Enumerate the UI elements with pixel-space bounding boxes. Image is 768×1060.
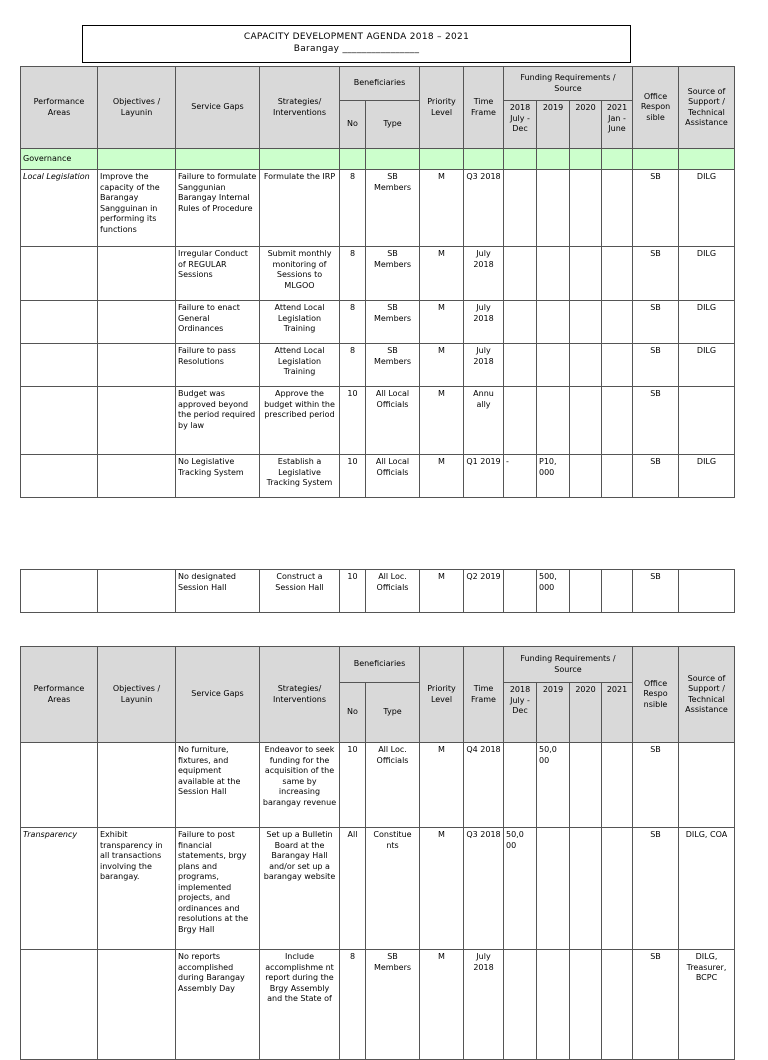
- service-gap-cell: Failure to formulate Sanggunian Barangay Internal Rules of Procedure: [176, 170, 260, 247]
- funding-2020-cell: [570, 170, 602, 247]
- funding-2020-cell: [570, 247, 602, 301]
- header-service-gaps: Service Gaps: [176, 647, 260, 743]
- header-office: Office Respo nsible: [633, 647, 679, 743]
- header-source: Source of Support / Technical Assistance: [679, 647, 735, 743]
- table-row: [21, 950, 735, 1060]
- header-strategies: Strategies/ Interventions: [260, 647, 340, 743]
- funding-2020-cell: [570, 570, 602, 613]
- funding-2018-cell: [504, 344, 537, 387]
- funding-2021-cell: [602, 170, 633, 247]
- funding-2021-cell: [602, 828, 633, 950]
- funding-2019-cell: [537, 387, 570, 455]
- beneficiary-type-cell: All Local Officials: [366, 455, 420, 498]
- time-frame-cell: July 2018: [464, 344, 504, 387]
- support-source-cell: DILG: [679, 247, 735, 301]
- beneficiary-no-cell: 8: [340, 950, 366, 1060]
- header-performance-areas: Performance Areas: [21, 67, 98, 149]
- funding-2019-cell: 50,0 00: [537, 743, 570, 828]
- beneficiary-no-cell: 8: [340, 344, 366, 387]
- beneficiary-type-cell: SB Members: [366, 247, 420, 301]
- office-responsible-cell: SB: [633, 828, 679, 950]
- funding-2018-cell: [504, 387, 537, 455]
- strategy-cell: Include accomplishme nt report during the Brgy Assembly and the State of: [260, 950, 340, 1060]
- objective-cell: Exhibit transparency in all transactions involving the barangay.: [98, 828, 176, 950]
- beneficiary-type-cell: SB Members: [366, 170, 420, 247]
- support-source-cell: [679, 570, 735, 613]
- funding-2018-cell: [504, 950, 537, 1060]
- office-responsible-cell: SB: [633, 950, 679, 1060]
- funding-2018-cell: [504, 570, 537, 613]
- strategy-cell: Establish a Legislative Tracking System: [260, 455, 340, 498]
- performance-area-cell: [21, 247, 98, 301]
- header-no: No: [340, 683, 366, 743]
- beneficiary-no-cell: 10: [340, 387, 366, 455]
- office-responsible-cell: SB: [633, 170, 679, 247]
- header-no: No: [340, 101, 366, 149]
- funding-2019-cell: [537, 344, 570, 387]
- funding-2019-cell: [537, 301, 570, 344]
- header-type: Type: [366, 101, 420, 149]
- service-gap-cell: Failure to enact General Ordinances: [176, 301, 260, 344]
- header-time-frame: Time Frame: [464, 67, 504, 149]
- funding-2021-cell: [602, 743, 633, 828]
- header-2018: 2018 July - Dec: [504, 101, 537, 149]
- time-frame-cell: Q3 2018: [464, 170, 504, 247]
- priority-cell: M: [420, 344, 464, 387]
- header-beneficiaries: Beneficiaries: [340, 647, 420, 683]
- funding-2019-cell: [537, 950, 570, 1060]
- priority-cell: M: [420, 387, 464, 455]
- agenda-table-3: [20, 646, 735, 1060]
- performance-area-cell: [21, 950, 98, 1060]
- office-responsible-cell: SB: [633, 570, 679, 613]
- time-frame-cell: Annu ally: [464, 387, 504, 455]
- header-time-frame: Time Frame: [464, 647, 504, 743]
- header-2019: 2019: [537, 101, 570, 149]
- header-2018: 2018 July - Dec: [504, 683, 537, 743]
- time-frame-cell: Q2 2019: [464, 570, 504, 613]
- funding-2020-cell: [570, 743, 602, 828]
- table-row: [21, 387, 735, 455]
- agenda-table-1: [20, 66, 735, 498]
- governance-row: [21, 149, 735, 170]
- header-funding: Funding Requirements / Source: [504, 67, 633, 101]
- header-2019: 2019: [537, 683, 570, 743]
- funding-2018-cell: [504, 743, 537, 828]
- funding-2018-cell: [504, 170, 537, 247]
- funding-2021-cell: [602, 570, 633, 613]
- performance-area-cell: [21, 570, 98, 613]
- funding-2018-cell: [504, 247, 537, 301]
- service-gap-cell: Failure to pass Resolutions: [176, 344, 260, 387]
- service-gap-cell: Budget was approved beyond the period required by law: [176, 387, 260, 455]
- service-gap-cell: Irregular Conduct of REGULAR Sessions: [176, 247, 260, 301]
- funding-2019-cell: [537, 247, 570, 301]
- office-responsible-cell: SB: [633, 387, 679, 455]
- agenda-table-2: [20, 569, 735, 613]
- funding-2019-cell: [537, 170, 570, 247]
- service-gap-cell: No Legislative Tracking System: [176, 455, 260, 498]
- office-responsible-cell: SB: [633, 301, 679, 344]
- objective-cell: Improve the capacity of the Barangay Sangguinan in performing its functions: [98, 170, 176, 247]
- priority-cell: M: [420, 950, 464, 1060]
- performance-area-cell: [21, 301, 98, 344]
- support-source-cell: DILG: [679, 344, 735, 387]
- governance-label: Governance: [21, 149, 98, 170]
- office-responsible-cell: SB: [633, 247, 679, 301]
- performance-area-cell: Local Legislation: [21, 170, 98, 247]
- objective-cell: [98, 743, 176, 828]
- time-frame-cell: Q4 2018: [464, 743, 504, 828]
- service-gap-cell: No reports accomplished during Barangay Assembly Day: [176, 950, 260, 1060]
- beneficiary-no-cell: All: [340, 828, 366, 950]
- strategy-cell: Attend Local Legislation Training: [260, 301, 340, 344]
- beneficiary-type-cell: SB Members: [366, 950, 420, 1060]
- beneficiary-no-cell: 10: [340, 455, 366, 498]
- funding-2020-cell: [570, 344, 602, 387]
- header-service-gaps: Service Gaps: [176, 67, 260, 149]
- objective-cell: [98, 455, 176, 498]
- header-funding: Funding Requirements / Source: [504, 647, 633, 683]
- objective-cell: [98, 344, 176, 387]
- document-title-box: [82, 25, 631, 63]
- office-responsible-cell: SB: [633, 455, 679, 498]
- funding-2021-cell: [602, 344, 633, 387]
- funding-2021-cell: [602, 247, 633, 301]
- header-priority-level: Priority Level: [420, 647, 464, 743]
- funding-2020-cell: [570, 301, 602, 344]
- header-strategies: Strategies/ Interventions: [260, 67, 340, 149]
- priority-cell: M: [420, 828, 464, 950]
- header-2021: 2021 Jan - June: [602, 101, 633, 149]
- strategy-cell: Set up a Bulletin Board at the Barangay Hall and/or set up a barangay website: [260, 828, 340, 950]
- header-type: Type: [366, 683, 420, 743]
- beneficiary-type-cell: All Loc. Officials: [366, 570, 420, 613]
- beneficiary-no-cell: 10: [340, 743, 366, 828]
- funding-2020-cell: [570, 828, 602, 950]
- priority-cell: M: [420, 570, 464, 613]
- priority-cell: M: [420, 247, 464, 301]
- table-row: [21, 301, 735, 344]
- objective-cell: [98, 950, 176, 1060]
- strategy-cell: Submit monthly monitoring of Sessions to MLGOO: [260, 247, 340, 301]
- beneficiary-no-cell: 8: [340, 170, 366, 247]
- support-source-cell: DILG: [679, 301, 735, 344]
- time-frame-cell: Q1 2019: [464, 455, 504, 498]
- beneficiary-type-cell: All Loc. Officials: [366, 743, 420, 828]
- funding-2018-cell: -: [504, 455, 537, 498]
- table-row: [21, 570, 735, 613]
- header-2020: 2020: [570, 101, 602, 149]
- header-priority-level: Priority Level: [420, 67, 464, 149]
- beneficiary-type-cell: All Local Officials: [366, 387, 420, 455]
- support-source-cell: DILG: [679, 455, 735, 498]
- header-2020: 2020: [570, 683, 602, 743]
- table-row: [21, 828, 735, 950]
- time-frame-cell: Q3 2018: [464, 828, 504, 950]
- header-source: Source of Support / Technical Assistance: [679, 67, 735, 149]
- beneficiary-no-cell: 8: [340, 247, 366, 301]
- header-beneficiaries: Beneficiaries: [340, 67, 420, 101]
- document-title: CAPACITY DEVELOPMENT AGENDA 2018 – 2021: [243, 32, 470, 42]
- support-source-cell: [679, 743, 735, 828]
- beneficiary-type-cell: SB Members: [366, 301, 420, 344]
- performance-area-cell: Transparency: [21, 828, 98, 950]
- office-responsible-cell: SB: [633, 743, 679, 828]
- office-responsible-cell: SB: [633, 344, 679, 387]
- funding-2021-cell: [602, 455, 633, 498]
- funding-2019-cell: P10, 000: [537, 455, 570, 498]
- beneficiary-type-cell: SB Members: [366, 344, 420, 387]
- service-gap-cell: No furniture, fixtures, and equipment available at the Session Hall: [176, 743, 260, 828]
- funding-2019-cell: [537, 828, 570, 950]
- table-row: [21, 170, 735, 247]
- funding-2020-cell: [570, 455, 602, 498]
- objective-cell: [98, 387, 176, 455]
- objective-cell: [98, 247, 176, 301]
- support-source-cell: [679, 387, 735, 455]
- objective-cell: [98, 570, 176, 613]
- table-row: [21, 455, 735, 498]
- table-row: [21, 247, 735, 301]
- funding-2020-cell: [570, 950, 602, 1060]
- performance-area-cell: [21, 387, 98, 455]
- beneficiary-no-cell: 10: [340, 570, 366, 613]
- time-frame-cell: July 2018: [464, 247, 504, 301]
- support-source-cell: DILG, COA: [679, 828, 735, 950]
- performance-area-cell: [21, 344, 98, 387]
- performance-area-cell: [21, 455, 98, 498]
- barangay-line: Barangay ________________: [293, 44, 420, 54]
- strategy-cell: Construct a Session Hall: [260, 570, 340, 613]
- strategy-cell: Attend Local Legislation Training: [260, 344, 340, 387]
- priority-cell: M: [420, 743, 464, 828]
- funding-2020-cell: [570, 387, 602, 455]
- funding-2021-cell: [602, 301, 633, 344]
- funding-2018-cell: 50,0 00: [504, 828, 537, 950]
- strategy-cell: Formulate the IRP: [260, 170, 340, 247]
- header-objectives: Objectives / Layunin: [98, 67, 176, 149]
- table-row: [21, 344, 735, 387]
- time-frame-cell: July 2018: [464, 301, 504, 344]
- priority-cell: M: [420, 301, 464, 344]
- header-performance-areas: Performance Areas: [21, 647, 98, 743]
- priority-cell: M: [420, 170, 464, 247]
- header-office: Office Respon sible: [633, 67, 679, 149]
- funding-2021-cell: [602, 387, 633, 455]
- beneficiary-type-cell: Constitue nts: [366, 828, 420, 950]
- funding-2021-cell: [602, 950, 633, 1060]
- table-row: [21, 743, 735, 828]
- time-frame-cell: July 2018: [464, 950, 504, 1060]
- header-objectives: Objectives / Layunin: [98, 647, 176, 743]
- service-gap-cell: No designated Session Hall: [176, 570, 260, 613]
- support-source-cell: DILG, Treasurer, BCPC: [679, 950, 735, 1060]
- objective-cell: [98, 301, 176, 344]
- service-gap-cell: Failure to post financial statements, brgy plans and programs, implemented projects, and ordinances and resolutions at the Brgy Hall: [176, 828, 260, 950]
- strategy-cell: Approve the budget within the prescribed period: [260, 387, 340, 455]
- support-source-cell: DILG: [679, 170, 735, 247]
- header-2021: 2021: [602, 683, 633, 743]
- funding-2018-cell: [504, 301, 537, 344]
- funding-2019-cell: 500, 000: [537, 570, 570, 613]
- priority-cell: M: [420, 455, 464, 498]
- performance-area-cell: [21, 743, 98, 828]
- strategy-cell: Endeavor to seek funding for the acquisition of the same by increasing barangay revenue: [260, 743, 340, 828]
- beneficiary-no-cell: 8: [340, 301, 366, 344]
